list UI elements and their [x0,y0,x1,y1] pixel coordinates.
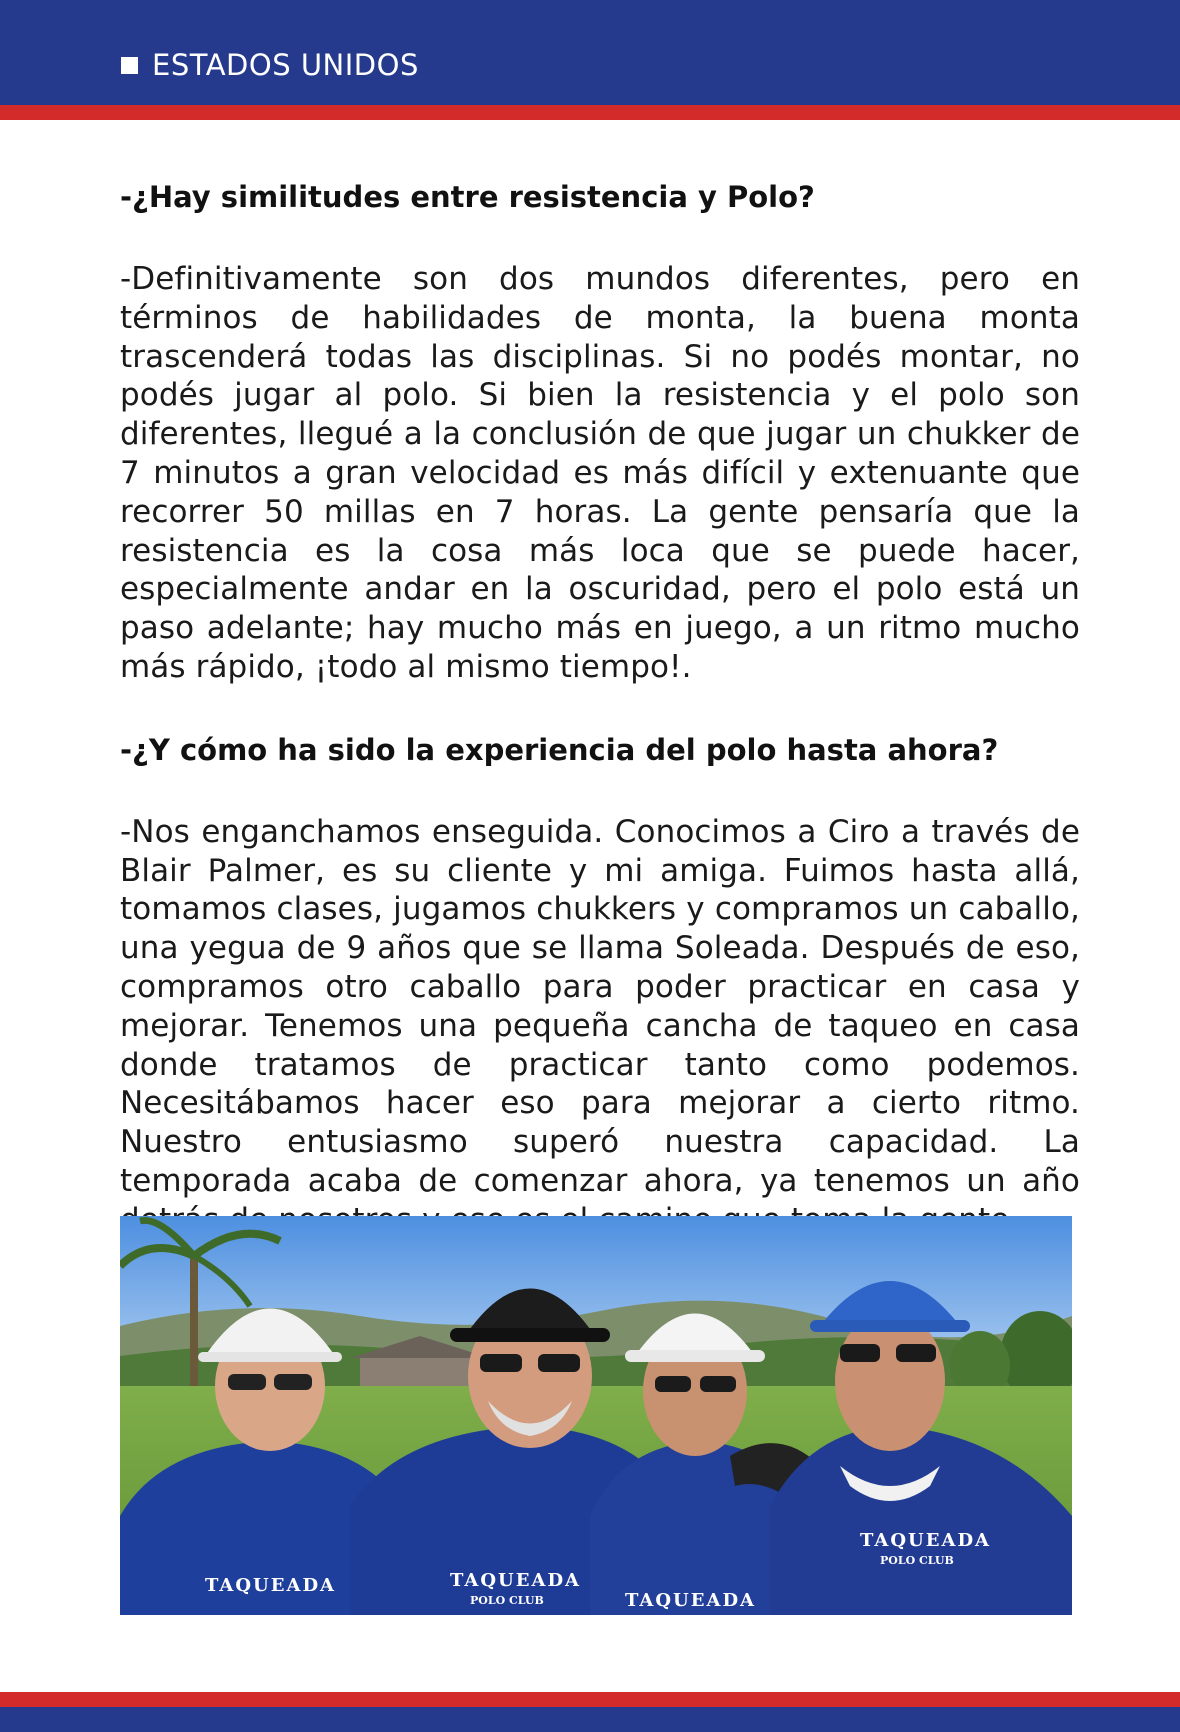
section-label: ESTADOS UNIDOS [152,48,419,82]
shirt-sub-4: POLO CLUB [880,1554,954,1567]
shirt-brand-2: TAQUEADA [450,1570,582,1591]
shirt-sub-2: POLO CLUB [470,1594,544,1607]
shirt-brand-3: TAQUEADA [625,1590,757,1611]
section-tag [121,48,419,82]
answer-2: -Nos enganchamos enseguida. Conocimos a Ciro a través de Blair Palmer, es su cliente y mi amiga. Fuimos hasta allá, tomamos clases, jugamos chukkers y compramos un caballo, una yegua de 9 años que se llama Soleada. Después de eso, compramos otro caballo para poder practicar en casa y mejorar. Tenemos una pequeña cancha de taqueo en casa donde tratamos de practicar tanto como podemos. Necesitábamos hacer eso para mejorar a cierto ritmo. Nuestro entusiasmo superó nuestra capacidad. La temporada acaba de comenzar ahora, ya tenemos un año [120,813,1080,1199]
question-1: -¿Hay similitudes entre resistencia y Polo? [120,180,815,214]
square-bullet-icon [121,57,138,74]
shirt-brand-1: TAQUEADA [205,1575,337,1596]
header-red-stripe [0,105,1180,120]
team-photo-illustration [120,1216,1072,1615]
footer-band [0,1707,1180,1732]
team-photo [120,1216,1072,1615]
article-body [120,178,1080,1284]
footer-red-stripe [0,1692,1180,1707]
answer-1: -Definitivamente son dos mundos diferentes, pero en términos de habilidades de monta, la buena monta trascenderá todas las disciplinas. Si no podés montar, no podés jugar al polo. Si bien la resistencia y el polo son diferentes, llegué a la conclusión de que jugar un chukker de 7 minutos a gran velocidad es más difícil y extenuante que recorrer 50 millas en 7 horas. La gente pensaría que la resistencia es la cosa más loca que se puede hacer, especialmente andar en la oscuridad, pero el polo está un paso adelante; hay mucho más en juego, a un ritmo mucho más rápido, ¡todo al mismo tiempo!. [120,261,1080,685]
shirt-brand-4: TAQUEADA [860,1530,992,1551]
question-2: -¿Y cómo ha sido la experiencia del polo hasta ahora? [120,732,999,767]
